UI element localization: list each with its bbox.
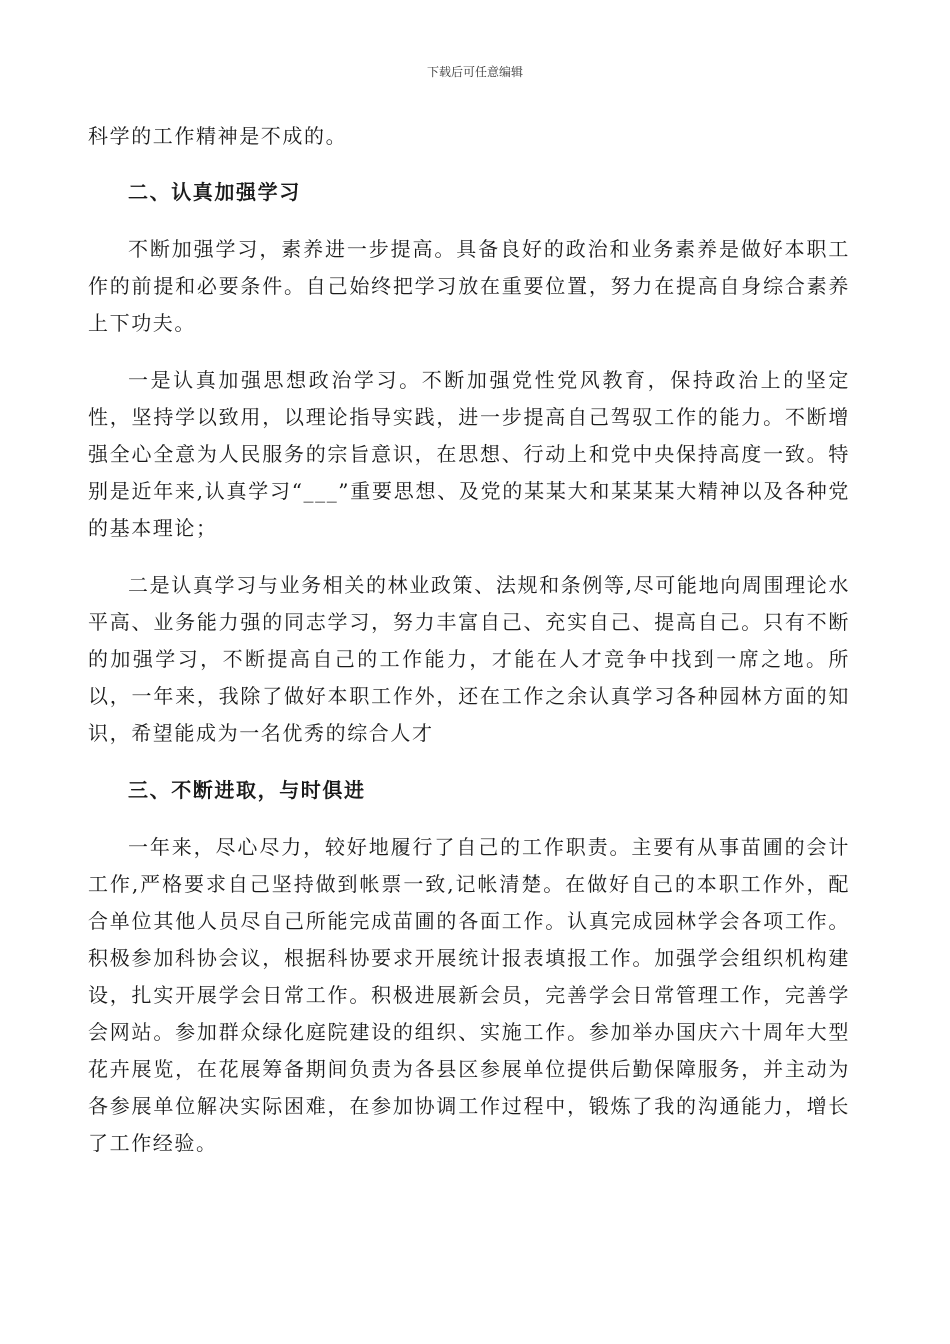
spacer bbox=[88, 211, 850, 231]
spacer bbox=[88, 752, 850, 772]
paragraph-study-intro: 不断加强学习，素养进一步提高。具备良好的政治和业务素养是做好本职工作的前提和必要条件。自己始终把学习放在重要位置，努力在提高自身综合素养上下功夫。 bbox=[88, 237, 850, 335]
section-heading-progress: 三、不断进取，与时俱进 bbox=[128, 778, 366, 802]
spacer bbox=[88, 547, 850, 567]
spacer bbox=[88, 155, 850, 174]
document-body bbox=[88, 118, 850, 1162]
spacer bbox=[88, 809, 850, 829]
section-heading-study: 二、认真加强学习 bbox=[128, 180, 301, 204]
paragraph-continuation: 科学的工作精神是不成的。 bbox=[88, 124, 348, 148]
page-header: 下载后可任意编辑 bbox=[426, 65, 523, 79]
paragraph-work-summary: 一年来，尽心尽力，较好地履行了自己的工作职责。主要有从事苗圃的会计工作,严格要求自己坚持做到帐票一致,记帐清楚。在做好自己的本职工作外，配合单位其他人员尽自己所能完成苗圃的各面工作。认真完成园林学会各项工作。积极参加科协会议，根据科协要求开展统计报表填报工作。加强学会组织机构建设，扎实开展学会日常工作。积极进展新会员，完善学会日常管理工作，完善学会网站。参加群众绿化庭院建设的组织、实施工作。参加举办国庆六十周年大型花卉展览，在花展筹备期间负责为各县区参展单位提供后勤保障服务，并主动为各参展单位解决实际困难，在参加协调工作过程中，锻炼了我的沟通能力，增长了工作经验。 bbox=[88, 835, 850, 1155]
paragraph-political-study: 一是认真加强思想政治学习。不断加强党性党风教育，保持政治上的坚定性，坚持学以致用，以理论指导实践，进一步提高自己驾驭工作的能力。不断增强全心全意为人民服务的宗旨意识，在思想、行动上和党中央保持高度一致。特别是近年来,认真学习“___”重要思想、及党的某某大和某某某大精神以及各种党的基本理论； bbox=[88, 368, 850, 540]
spacer bbox=[88, 342, 850, 362]
paragraph-business-study: 二是认真学习与业务相关的林业政策、法规和条例等,尽可能地向周围理论水平高、业务能力强的同志学习，努力丰富自己、充实自己、提高自己。只有不断的加强学习，不断提高自己的工作能力，才能在人才竞争中找到一席之地。所以，一年来，我除了做好本职工作外，还在工作之余认真学习各种园林方面的知识，希望能成为一名优秀的综合人才 bbox=[88, 573, 850, 745]
